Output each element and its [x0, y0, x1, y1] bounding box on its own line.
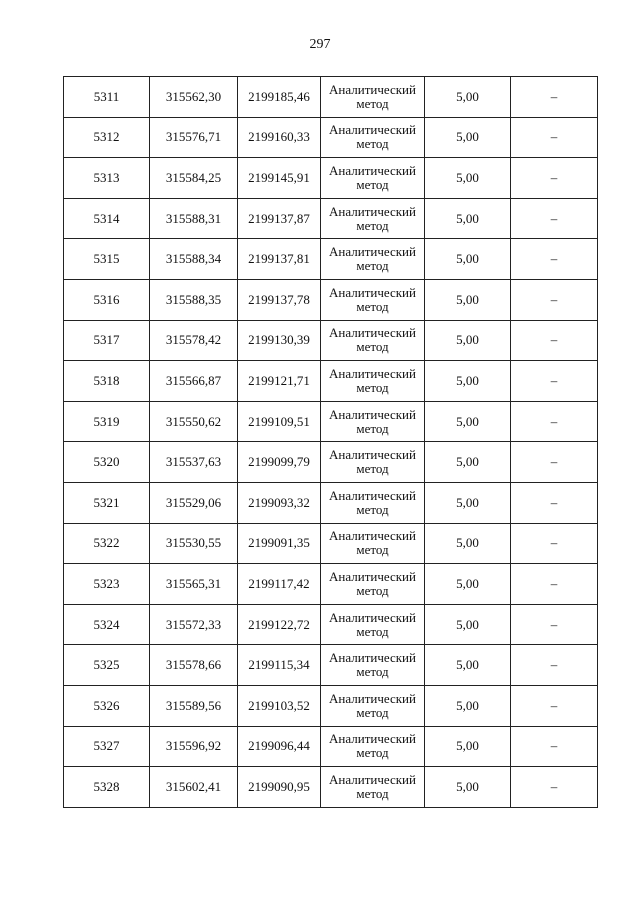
accuracy-cell: 5,00	[425, 442, 511, 483]
note-cell: –	[511, 279, 598, 320]
table-row	[64, 158, 598, 199]
x-coordinate-cell: 315530,55	[150, 523, 238, 564]
y-coordinate-cell: 2199137,87	[238, 198, 321, 239]
table-row	[64, 645, 598, 686]
x-coordinate-cell: 315588,31	[150, 198, 238, 239]
note-cell: –	[511, 361, 598, 402]
point-number-cell: 5312	[64, 117, 150, 158]
y-coordinate-cell: 2199117,42	[238, 564, 321, 605]
x-coordinate-cell: 315562,30	[150, 77, 238, 118]
x-coordinate-cell: 315566,87	[150, 361, 238, 402]
accuracy-cell: 5,00	[425, 604, 511, 645]
y-coordinate-cell: 2199109,51	[238, 401, 321, 442]
y-coordinate-cell: 2199090,95	[238, 767, 321, 808]
method-text-line1: Аналитический	[329, 162, 416, 178]
method-text-line1: Аналитический	[329, 568, 416, 584]
method-text-line1: Аналитический	[329, 650, 416, 666]
x-coordinate-cell: 315537,63	[150, 442, 238, 483]
point-number-cell: 5322	[64, 523, 150, 564]
point-number-cell: 5319	[64, 401, 150, 442]
y-coordinate-cell: 2199122,72	[238, 604, 321, 645]
table-row	[64, 523, 598, 564]
method-cell	[321, 645, 425, 686]
x-coordinate-cell: 315588,34	[150, 239, 238, 280]
method-text-line1: Аналитический	[329, 284, 416, 300]
method-text-line2: метод	[356, 339, 389, 355]
method-text-line2: метод	[356, 582, 389, 598]
y-coordinate-cell: 2199185,46	[238, 77, 321, 118]
method-text-line2: метод	[356, 136, 389, 152]
x-coordinate-cell: 315584,25	[150, 158, 238, 199]
method-text-line2: метод	[356, 785, 389, 801]
y-coordinate-cell: 2199137,78	[238, 279, 321, 320]
method-cell	[321, 482, 425, 523]
note-cell: –	[511, 239, 598, 280]
note-cell: –	[511, 523, 598, 564]
method-cell	[321, 604, 425, 645]
table-row	[64, 442, 598, 483]
method-text-line1: Аналитический	[329, 528, 416, 544]
y-coordinate-cell: 2199121,71	[238, 361, 321, 402]
method-text-line1: Аналитический	[329, 81, 416, 97]
method-cell	[321, 77, 425, 118]
table-row	[64, 767, 598, 808]
y-coordinate-cell: 2199091,35	[238, 523, 321, 564]
note-cell: –	[511, 604, 598, 645]
y-coordinate-cell: 2199103,52	[238, 685, 321, 726]
method-text-line2: метод	[356, 664, 389, 680]
table-row	[64, 117, 598, 158]
point-number-cell: 5314	[64, 198, 150, 239]
accuracy-cell: 5,00	[425, 77, 511, 118]
method-text-line2: метод	[356, 623, 389, 639]
note-cell: –	[511, 767, 598, 808]
note-cell: –	[511, 117, 598, 158]
accuracy-cell: 5,00	[425, 482, 511, 523]
table-row	[64, 77, 598, 118]
table-row	[64, 361, 598, 402]
point-number-cell: 5311	[64, 77, 150, 118]
table-row	[64, 726, 598, 767]
method-text-line2: метод	[356, 258, 389, 274]
point-number-cell: 5317	[64, 320, 150, 361]
x-coordinate-cell: 315588,35	[150, 279, 238, 320]
accuracy-cell: 5,00	[425, 320, 511, 361]
method-cell	[321, 401, 425, 442]
point-number-cell: 5326	[64, 685, 150, 726]
point-number-cell: 5324	[64, 604, 150, 645]
point-number-cell: 5320	[64, 442, 150, 483]
accuracy-cell: 5,00	[425, 767, 511, 808]
x-coordinate-cell: 315572,33	[150, 604, 238, 645]
accuracy-cell: 5,00	[425, 726, 511, 767]
coordinates-table-body	[64, 77, 598, 808]
x-coordinate-cell: 315596,92	[150, 726, 238, 767]
table-row	[64, 320, 598, 361]
note-cell: –	[511, 645, 598, 686]
method-cell	[321, 158, 425, 199]
point-number-cell: 5321	[64, 482, 150, 523]
note-cell: –	[511, 726, 598, 767]
note-cell: –	[511, 442, 598, 483]
method-text-line2: метод	[356, 176, 389, 192]
note-cell: –	[511, 320, 598, 361]
accuracy-cell: 5,00	[425, 198, 511, 239]
y-coordinate-cell: 2199096,44	[238, 726, 321, 767]
x-coordinate-cell: 315550,62	[150, 401, 238, 442]
y-coordinate-cell: 2199099,79	[238, 442, 321, 483]
method-cell	[321, 198, 425, 239]
coordinates-table	[63, 76, 598, 808]
method-text-line1: Аналитический	[329, 203, 416, 219]
note-cell: –	[511, 401, 598, 442]
point-number-cell: 5325	[64, 645, 150, 686]
note-cell: –	[511, 685, 598, 726]
note-cell: –	[511, 77, 598, 118]
accuracy-cell: 5,00	[425, 239, 511, 280]
accuracy-cell: 5,00	[425, 279, 511, 320]
x-coordinate-cell: 315589,56	[150, 685, 238, 726]
method-text-line2: метод	[356, 95, 389, 111]
method-text-line2: метод	[356, 461, 389, 477]
method-text-line1: Аналитический	[329, 244, 416, 260]
table-row	[64, 279, 598, 320]
accuracy-cell: 5,00	[425, 685, 511, 726]
method-text-line1: Аналитический	[329, 365, 416, 381]
method-cell	[321, 767, 425, 808]
accuracy-cell: 5,00	[425, 401, 511, 442]
x-coordinate-cell: 315529,06	[150, 482, 238, 523]
accuracy-cell: 5,00	[425, 645, 511, 686]
y-coordinate-cell: 2199093,32	[238, 482, 321, 523]
method-cell	[321, 685, 425, 726]
method-text-line1: Аналитический	[329, 771, 416, 787]
method-cell	[321, 117, 425, 158]
table-row	[64, 564, 598, 605]
method-cell	[321, 442, 425, 483]
y-coordinate-cell: 2199130,39	[238, 320, 321, 361]
y-coordinate-cell: 2199115,34	[238, 645, 321, 686]
method-text-line2: метод	[356, 298, 389, 314]
note-cell: –	[511, 198, 598, 239]
method-text-line1: Аналитический	[329, 487, 416, 503]
accuracy-cell: 5,00	[425, 361, 511, 402]
table-row	[64, 198, 598, 239]
method-cell	[321, 564, 425, 605]
point-number-cell: 5318	[64, 361, 150, 402]
method-cell	[321, 726, 425, 767]
method-text-line2: метод	[356, 420, 389, 436]
point-number-cell: 5316	[64, 279, 150, 320]
table-row	[64, 239, 598, 280]
x-coordinate-cell: 315576,71	[150, 117, 238, 158]
method-text-line1: Аналитический	[329, 122, 416, 138]
x-coordinate-cell: 315578,66	[150, 645, 238, 686]
method-cell	[321, 361, 425, 402]
point-number-cell: 5315	[64, 239, 150, 280]
page-number: 297	[309, 37, 331, 52]
y-coordinate-cell: 2199137,81	[238, 239, 321, 280]
note-cell: –	[511, 482, 598, 523]
x-coordinate-cell: 315602,41	[150, 767, 238, 808]
method-text-line2: метод	[356, 745, 389, 761]
x-coordinate-cell: 315578,42	[150, 320, 238, 361]
method-text-line2: метод	[356, 217, 389, 233]
method-text-line2: метод	[356, 501, 389, 517]
method-text-line1: Аналитический	[329, 609, 416, 625]
point-number-cell: 5323	[64, 564, 150, 605]
method-cell	[321, 279, 425, 320]
method-text-line2: метод	[356, 379, 389, 395]
table-row	[64, 482, 598, 523]
note-cell: –	[511, 158, 598, 199]
accuracy-cell: 5,00	[425, 158, 511, 199]
accuracy-cell: 5,00	[425, 564, 511, 605]
method-cell	[321, 239, 425, 280]
accuracy-cell: 5,00	[425, 523, 511, 564]
method-cell	[321, 320, 425, 361]
method-text-line1: Аналитический	[329, 325, 416, 341]
table-row	[64, 685, 598, 726]
point-number-cell: 5327	[64, 726, 150, 767]
point-number-cell: 5313	[64, 158, 150, 199]
method-text-line1: Аналитический	[329, 690, 416, 706]
table-row	[64, 604, 598, 645]
method-text-line1: Аналитический	[329, 406, 416, 422]
accuracy-cell: 5,00	[425, 117, 511, 158]
x-coordinate-cell: 315565,31	[150, 564, 238, 605]
method-cell	[321, 523, 425, 564]
method-text-line2: метод	[356, 542, 389, 558]
table-row	[64, 401, 598, 442]
method-text-line1: Аналитический	[329, 447, 416, 463]
y-coordinate-cell: 2199160,33	[238, 117, 321, 158]
y-coordinate-cell: 2199145,91	[238, 158, 321, 199]
method-text-line2: метод	[356, 704, 389, 720]
note-cell: –	[511, 564, 598, 605]
method-text-line1: Аналитический	[329, 731, 416, 747]
point-number-cell: 5328	[64, 767, 150, 808]
